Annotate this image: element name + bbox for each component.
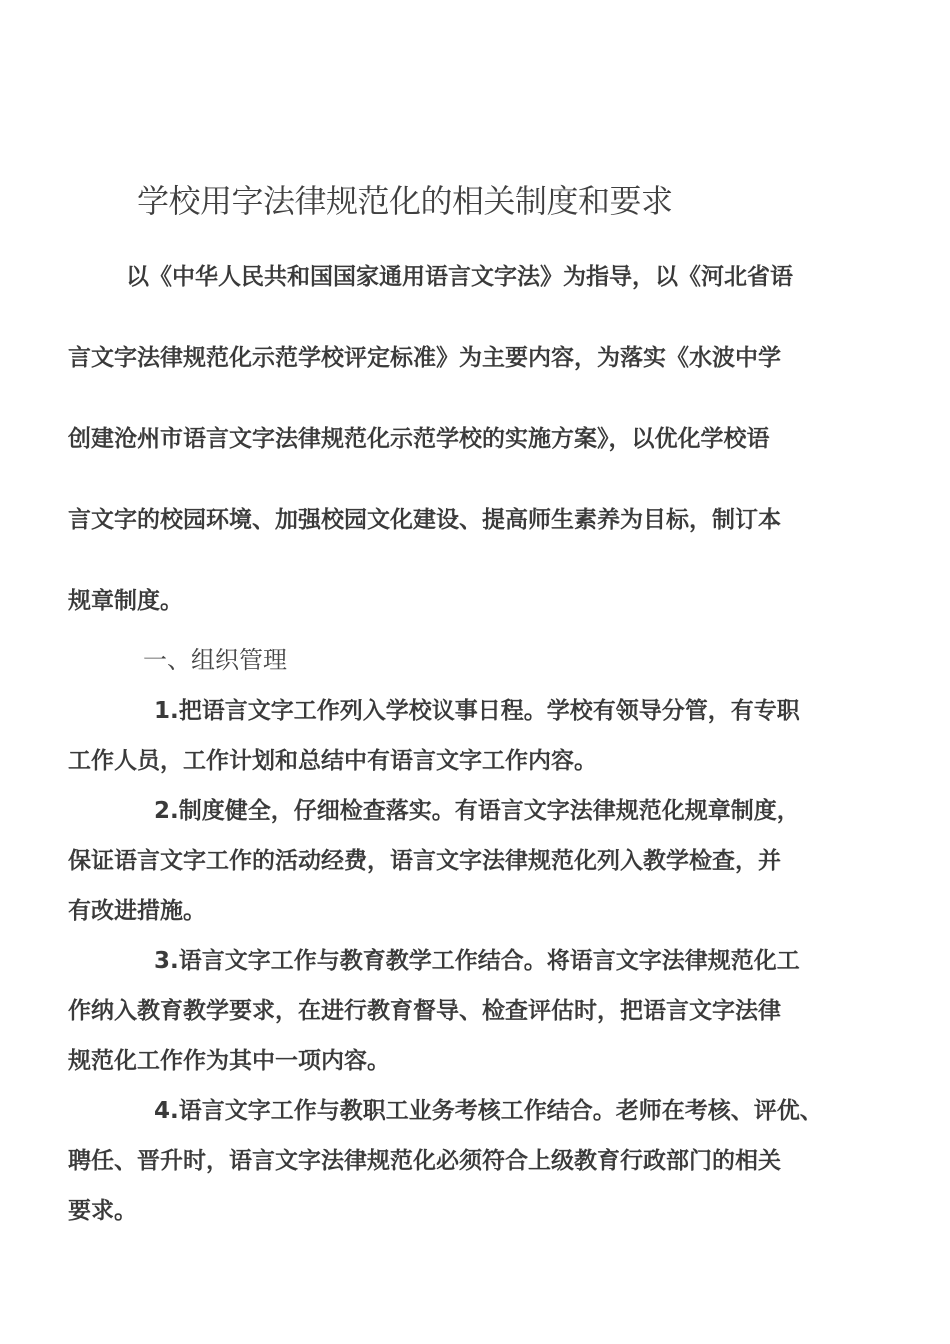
item-list bbox=[68, 690, 898, 1240]
item-line: 4.语言文字工作与教职工业务考核工作结合。老师在考核、评优、 bbox=[154, 1098, 823, 1124]
section-heading: 一、组织管理 bbox=[143, 646, 287, 674]
list-item bbox=[68, 940, 898, 1090]
item-line: 要求。 bbox=[68, 1198, 137, 1224]
item-line: 作纳入教育教学要求，在进行教育督导、检查评估时，把语言文字法律 bbox=[68, 998, 781, 1024]
intro-line: 以《中华人民共和国国家通用语言文字法》为指导，以《河北省语 bbox=[126, 264, 793, 290]
intro-paragraph bbox=[68, 250, 878, 655]
item-line: 有改进措施。 bbox=[68, 898, 206, 924]
intro-line: 言文字的校园环境、加强校园文化建设、提高师生素养为目标，制订本 bbox=[68, 507, 781, 533]
item-line: 聘任、晋升时，语言文字法律规范化必须符合上级教育行政部门的相关 bbox=[68, 1148, 781, 1174]
document-title: 学校用字法律规范化的相关制度和要求 bbox=[137, 182, 673, 220]
intro-line: 言文字法律规范化示范学校评定标准》为主要内容，为落实《水波中学 bbox=[68, 345, 781, 371]
item-line: 2.制度健全，仔细检查落实。有语言文字法律规范化规章制度， bbox=[154, 798, 800, 824]
item-line: 3.语言文字工作与教育教学工作结合。将语言文字法律规范化工 bbox=[154, 948, 800, 974]
list-item bbox=[68, 690, 898, 790]
item-line: 规范化工作作为其中一项内容。 bbox=[68, 1048, 390, 1074]
intro-line: 创建沧州市语言文字法律规范化示范学校的实施方案》，以优化学校语 bbox=[68, 426, 770, 452]
item-line: 保证语言文字工作的活动经费，语言文字法律规范化列入教学检查，并 bbox=[68, 848, 781, 874]
intro-line: 规章制度。 bbox=[68, 588, 183, 614]
list-item bbox=[68, 790, 898, 940]
list-item bbox=[68, 1090, 898, 1240]
item-line: 1.把语言文字工作列入学校议事日程。学校有领导分管，有专职 bbox=[154, 698, 800, 724]
item-line: 工作人员，工作计划和总结中有语言文字工作内容。 bbox=[68, 748, 597, 774]
